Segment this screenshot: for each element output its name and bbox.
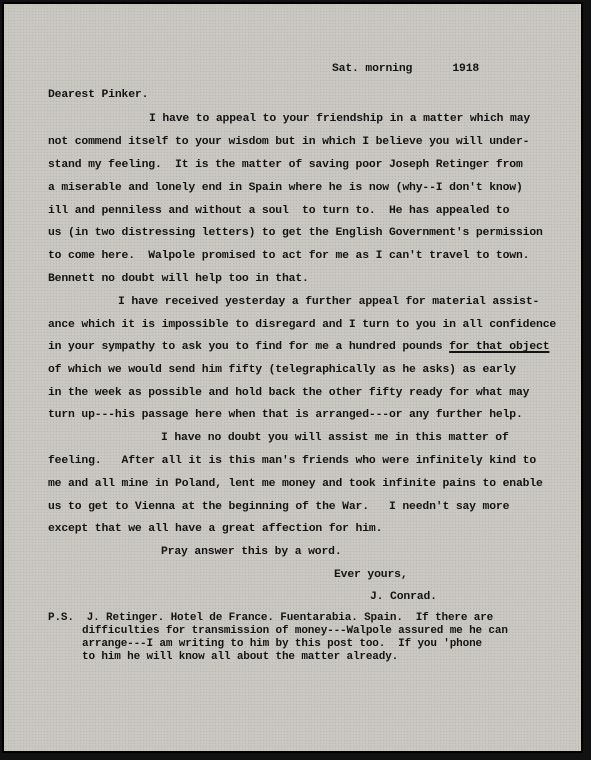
text-line: I have received yesterday a further appeal for material assist- [118, 296, 540, 308]
salutation: Dearest Pinker. [48, 89, 149, 101]
text-line: a miserable and lonely end in Spain where he is now (why--I don't know) [48, 182, 523, 194]
closing: Ever yours, [334, 569, 408, 581]
text-line: me and all mine in Poland, lent me money and took infinite pains to enable [48, 478, 543, 490]
text-line: Bennett no doubt will help too in that. [48, 273, 309, 285]
text-line: P.S. J. Retinger. Hotel de France. Fuentarabia. Spain. If there are [48, 612, 494, 624]
letter-page [2, 2, 583, 753]
text-line: ance which it is impossible to disregard and I turn to you in all confidence [48, 319, 557, 331]
text-line: I have to appeal to your friendship in a matter which may [149, 113, 531, 125]
text-line: of which we would send him fifty (telegraphically as he asks) as early [48, 364, 516, 376]
text-line: in the week as possible and hold back the other fifty ready for what may [48, 387, 530, 399]
text-line: to him he will know all about the matter already. [82, 651, 399, 663]
underlined-phrase: for that object [449, 341, 550, 353]
text-line: except that we all have a great affection for him. [48, 523, 383, 535]
text-segment: in your sympathy to ask you to find for me a hundred pounds [48, 341, 450, 353]
text-line [48, 340, 549, 354]
text-line: us to get to Vienna at the beginning of the War. I needn't say more [48, 501, 510, 513]
text-line: I have no doubt you will assist me in this matter of [161, 432, 509, 444]
text-line: turn up---his passage here when that is arranged---or any further help. [48, 409, 523, 421]
text-line: not commend itself to your wisdom but in which I believe you will under- [48, 136, 530, 148]
text-line: feeling. After all it is this man's friends who were infinitely kind to [48, 455, 537, 467]
paragraph-4: Pray answer this by a word. [161, 546, 342, 558]
dateline: Sat. morning 1918 [332, 63, 480, 75]
text-line: stand my feeling. It is the matter of saving poor Joseph Retinger from [48, 159, 523, 171]
text-line: arrange---I am writing to him by this post too. If you 'phone [82, 638, 482, 650]
text-line: ill and penniless and without a soul to turn to. He has appealed to [48, 205, 510, 217]
text-line: difficulties for transmission of money---Walpole assured me he can [82, 625, 508, 637]
signature: J. Conrad. [370, 591, 437, 603]
text-line: us (in two distressing letters) to get the English Government's permission [48, 227, 543, 239]
text-line: to come here. Walpole promised to act for me as I can't travel to town. [48, 250, 530, 262]
